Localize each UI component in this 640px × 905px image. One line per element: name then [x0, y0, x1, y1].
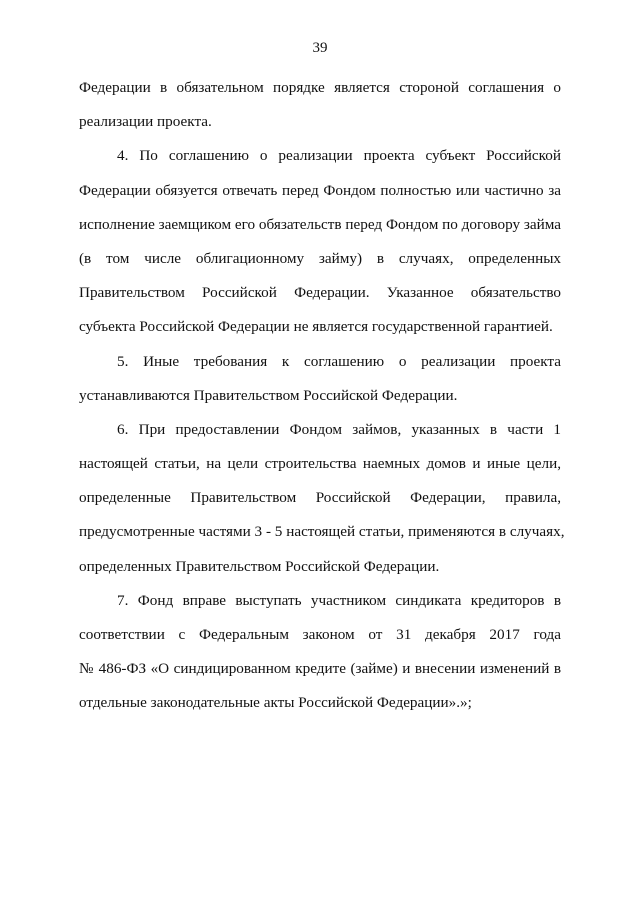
text-line: Федерации обязуется отвечать перед Фондом полностью или частично за — [79, 181, 561, 199]
document-body — [79, 71, 565, 721]
text-line: 4. По соглашению о реализации проекта субъект Российской — [117, 147, 561, 165]
text-line: Федерации в обязательном порядке является стороной соглашения о — [79, 79, 561, 96]
text-line: предусмотренные частями 3 - 5 настоящей статьи, применяются в случаях, — [79, 523, 565, 541]
paragraph-5 — [79, 345, 561, 413]
text-line: (в том числе облигационному займу) в случаях, определенных — [79, 249, 561, 267]
text-line: определенных Правительством Российской Федерации. — [79, 557, 440, 575]
text-line: соответствии с Федеральным законом от 31 декабря 2017 года — [79, 626, 561, 643]
text-line: определенные Правительством Российской Федерации, правила, — [79, 489, 561, 507]
text-line: исполнение заемщиком его обязательств перед Фондом по договору займа — [79, 215, 561, 233]
paragraph-6 — [79, 413, 565, 584]
paragraph-7 — [79, 584, 561, 721]
text-line: отдельные законодательные акты Российской Федерации».»; — [79, 694, 472, 712]
paragraph-4 — [79, 139, 561, 344]
text-line: настоящей статьи, на цели строительства наемных домов и иные цели, — [79, 455, 561, 473]
text-line: реализации проекта. — [79, 113, 212, 131]
page-number: 39 — [312, 40, 328, 56]
text-line: субъекта Российской Федерации не является государственной гарантией. — [79, 318, 553, 336]
text-line: № 486-ФЗ «О синдицированном кредите (займе) и внесении изменений в — [79, 660, 561, 678]
text-line: устанавливаются Правительством Российской Федерации. — [79, 386, 458, 404]
text-line: 7. Фонд вправе выступать участником синдиката кредиторов в — [117, 591, 561, 609]
text-line: 5. Иные требования к соглашению о реализации проекта — [117, 352, 561, 370]
text-line: Правительством Российской Федерации. Указанное обязательство — [79, 284, 561, 302]
paragraph-continuation — [79, 71, 561, 139]
text-line: 6. При предоставлении Фондом займов, указанных в части 1 — [117, 420, 561, 438]
